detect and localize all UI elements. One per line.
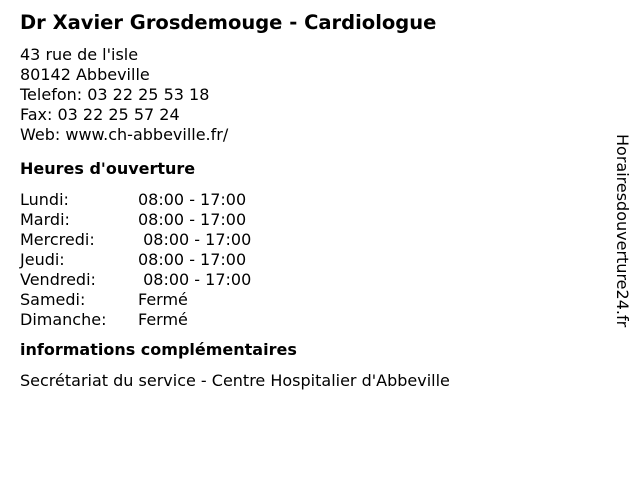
day-label: Vendredi: [20,270,96,289]
hours-heading: Heures d'ouverture [20,159,196,178]
hours-row-lundi [20,190,610,210]
time-value: Fermé [138,290,188,309]
hours-row-mardi [20,210,610,230]
time-value: 08:00 - 17:00 [138,190,247,209]
site-brand-watermark: Horairesdouverture24.fr [613,134,632,328]
day-label: Jeudi: [20,250,65,269]
time-value: 08:00 - 17:00 [138,270,252,289]
hours-row-jeudi [20,250,610,270]
day-label: Dimanche: [20,310,107,329]
listing-card [20,9,610,391]
day-label: Lundi: [20,190,69,209]
time-value: 08:00 - 17:00 [138,250,247,269]
website-line: Web: www.ch-abbeville.fr/ [20,125,229,144]
time-value: Fermé [138,310,188,329]
address-block [20,45,610,145]
info-text: Secrétariat du service - Centre Hospitalier d'Abbeville [20,371,450,390]
city-postal: 80142 Abbeville [20,65,150,84]
day-label: Mardi: [20,210,70,229]
time-value: 08:00 - 17:00 [138,230,252,249]
fax-number: Fax: 03 22 25 57 24 [20,105,180,124]
time-value: 08:00 - 17:00 [138,210,247,229]
info-heading: informations complémentaires [20,340,297,359]
page-title: Dr Xavier Grosdemouge - Cardiologue [20,11,437,34]
hours-row-dimanche [20,310,610,330]
day-label: Samedi: [20,290,86,309]
street-address: 43 rue de l'isle [20,45,139,64]
hours-row-mercredi [20,230,610,250]
day-label: Mercredi: [20,230,95,249]
hours-table [20,190,610,330]
hours-row-samedi [20,290,610,310]
phone-number: Telefon: 03 22 25 53 18 [20,85,210,104]
hours-row-vendredi [20,270,610,290]
